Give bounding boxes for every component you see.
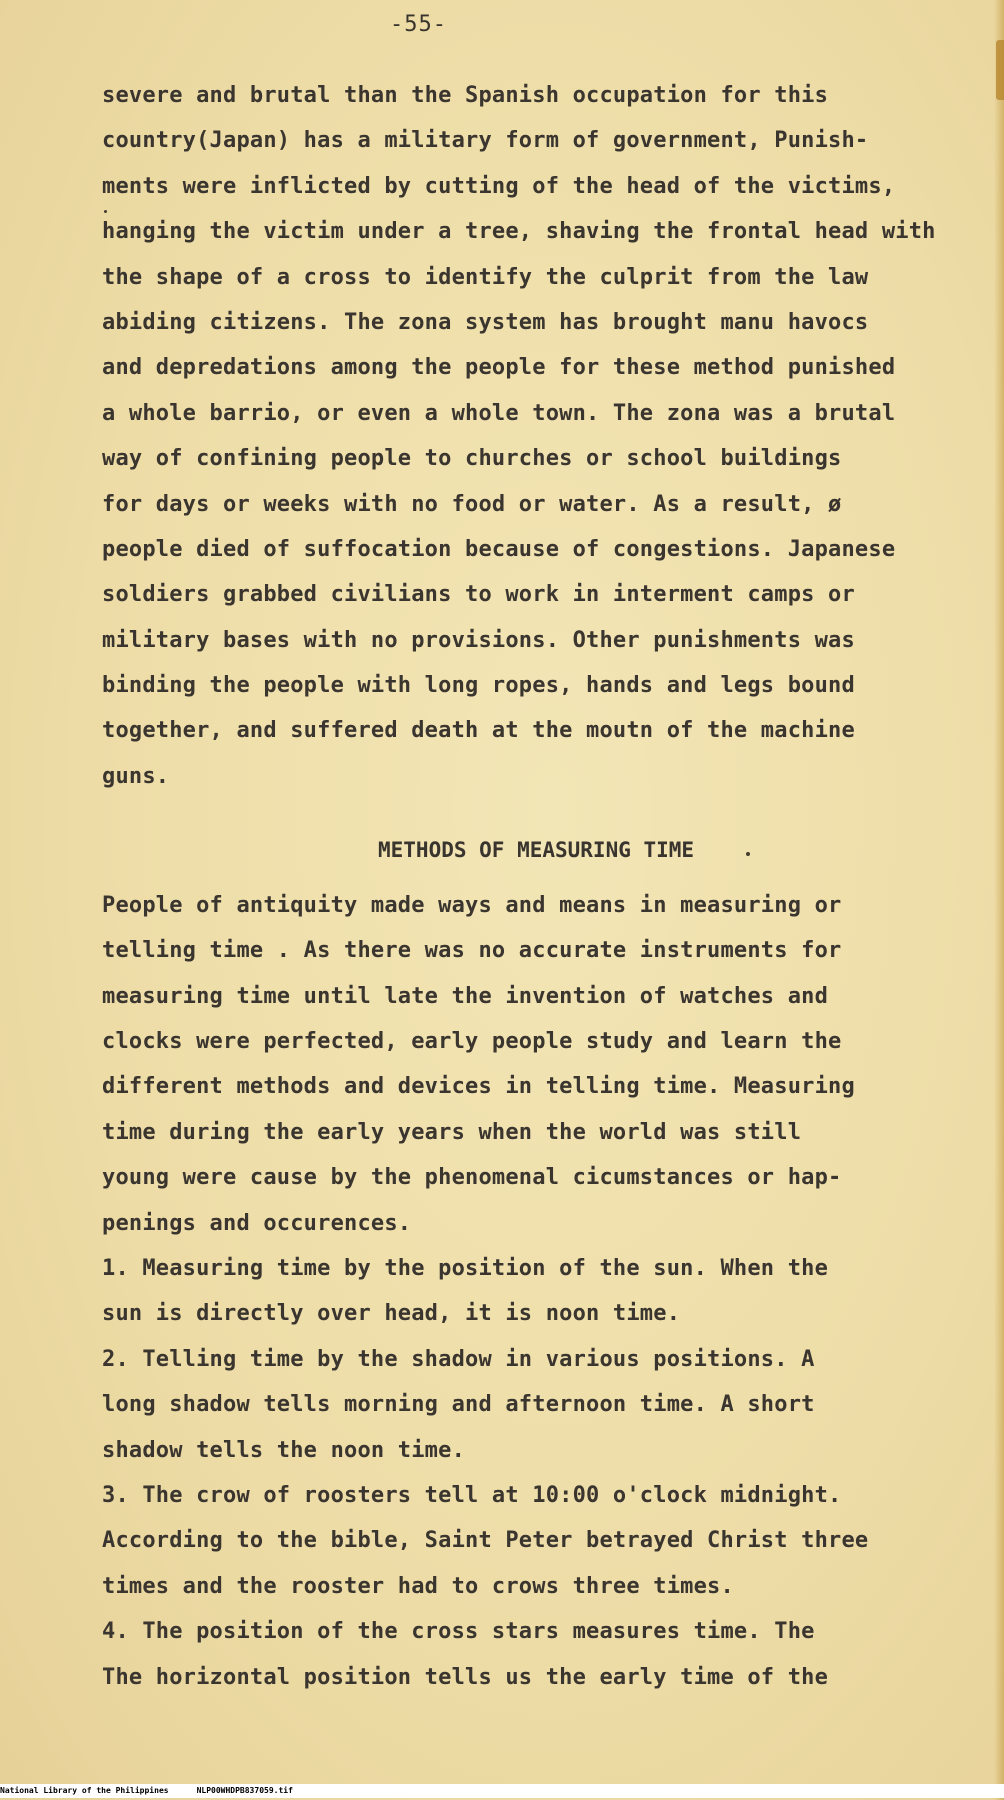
text-line: for days or weeks with no food or water. As a result, ø <box>102 491 842 517</box>
ink-speck <box>104 210 107 213</box>
text-line: abiding citizens. The zona system has brought manu havocs <box>102 309 869 335</box>
text-line: clocks were perfected, early people study and learn the <box>102 1029 842 1055</box>
text-line: different methods and devices in telling time. Measuring <box>102 1074 855 1100</box>
scan-footer <box>0 1784 1004 1798</box>
text-line: binding the people with long ropes, hands and legs bound <box>102 673 855 699</box>
text-line: young were cause by the phenomenal cicumstances or hap- <box>102 1165 842 1191</box>
list-item-line: 4. The position of the cross stars measures time. The <box>102 1619 815 1645</box>
text-line: a whole barrio, or even a whole town. The zona was a brutal <box>102 400 896 426</box>
text-line: together, and suffered death at the moutn of the machine <box>102 718 855 744</box>
section-heading: METHODS OF MEASURING TIME <box>378 837 695 862</box>
text-line: penings and occurences. <box>102 1210 412 1236</box>
list-item-line: shadow tells the noon time. <box>102 1437 466 1463</box>
text-line: ments were inflicted by cutting of the head of the victims, <box>102 173 896 199</box>
text-line: time during the early years when the world was still <box>102 1119 802 1145</box>
list-item-line: long shadow tells morning and afternoon time. A short <box>102 1392 815 1418</box>
text-line: measuring time until late the invention of watches and <box>102 983 829 1009</box>
text-line: telling time . As there was no accurate instruments for <box>102 938 842 964</box>
text-line: people died of suffocation because of congestions. Japanese <box>102 536 896 562</box>
text-line: severe and brutal than the Spanish occupation for this <box>102 83 829 108</box>
list-item-line: times and the rooster had to crows three times. <box>102 1573 734 1599</box>
footer-filename: NLP00WHDPB837059.tif <box>196 1786 293 1795</box>
page-number: -55- <box>390 12 447 37</box>
list-item-line: The horizontal position tells us the early time of the <box>102 1664 829 1690</box>
text-line: military bases with no provisions. Other punishments was <box>102 627 855 653</box>
text-line: the shape of a cross to identify the culprit from the law <box>102 264 869 290</box>
ink-speck <box>746 852 750 856</box>
text-line: People of antiquity made ways and means in measuring or <box>102 892 842 918</box>
text-line: way of confining people to churches or school buildings <box>102 446 842 472</box>
text-line: country(Japan) has a military form of government, Punish- <box>102 128 869 154</box>
footer-library: National Library of the Philippines <box>0 1786 169 1795</box>
list-item-line: 3. The crow of roosters tell at 10:00 o'clock midnight. <box>102 1482 842 1508</box>
list-item-line: According to the bible, Saint Peter betrayed Christ three <box>102 1528 869 1554</box>
text-line: guns. <box>102 763 170 789</box>
list-item-line: 2. Telling time by the shadow in various positions. A <box>102 1346 815 1372</box>
text-line: hanging the victim under a tree, shaving the frontal head with <box>102 219 936 245</box>
list-item-line: sun is directly over head, it is noon time. <box>102 1301 681 1327</box>
body-text <box>102 73 1002 1700</box>
text-line: soldiers grabbed civilians to work in interment camps or <box>102 582 855 608</box>
list-item-line: 1. Measuring time by the position of the sun. When the <box>102 1255 829 1281</box>
text-line: and depredations among the people for these method punished <box>102 355 896 381</box>
